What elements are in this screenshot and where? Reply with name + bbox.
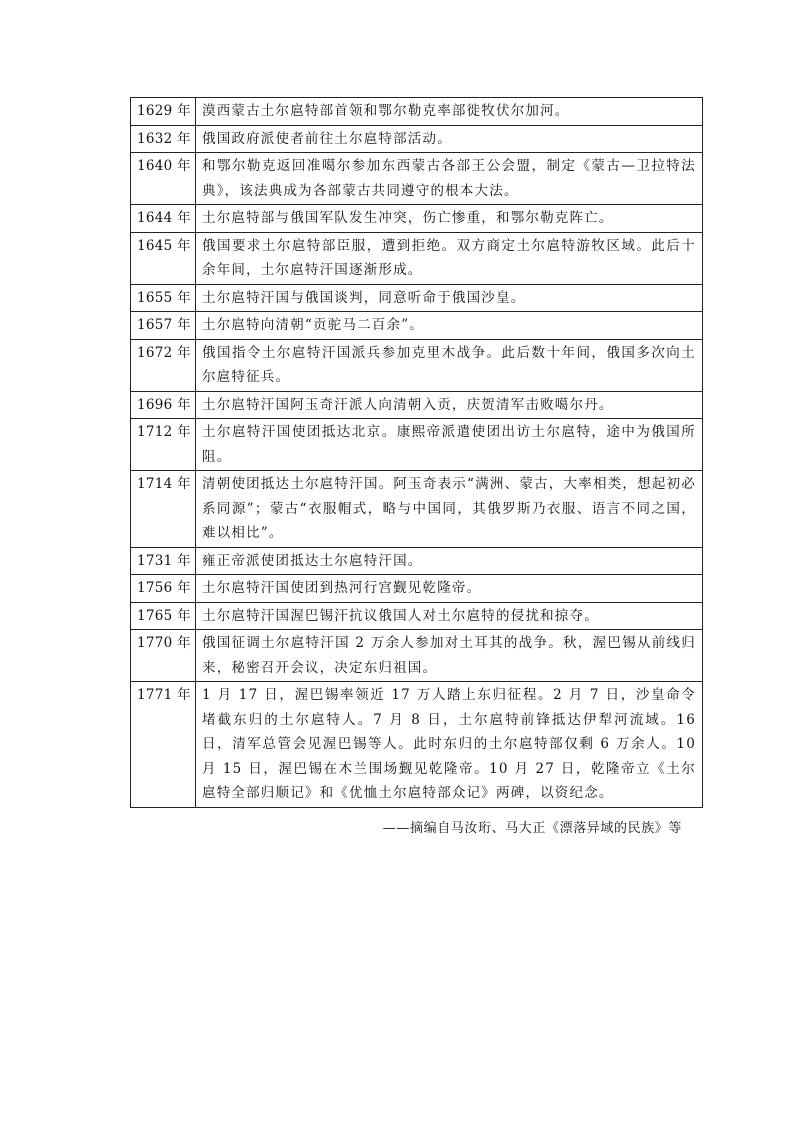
table-row [131, 232, 703, 284]
table-row [131, 391, 703, 419]
event-cell: 土尔扈特汗国使团抵达北京。康熙帝派遣使团出访土尔扈特，途中为俄国所阻。 [196, 419, 703, 471]
event-cell: 俄国指令土尔扈特汗国派兵参加克里木战争。此后数十年间，俄国多次向土尔扈特征兵。 [196, 339, 703, 391]
event-cell: 土尔扈特向清朝“贡驼马二百余”。 [196, 312, 703, 340]
table-row [131, 98, 703, 126]
year-cell: 1756 年 [131, 575, 196, 603]
year-cell: 1640 年 [131, 153, 196, 205]
table-row [131, 339, 703, 391]
table-row [131, 547, 703, 575]
year-cell: 1714 年 [131, 471, 196, 548]
table-row [131, 125, 703, 153]
event-cell: 清朝使团抵达土尔扈特汗国。阿玉奇表示“满洲、蒙古，大率相类，想起初必系同源”；蒙古“衣服帽式，略与中国同，其俄罗斯乃衣服、语言不同之国，难以相比”。 [196, 471, 703, 548]
source-citation: ——摘编自马汝珩、马大正《漂落异域的民族》等 [382, 821, 682, 836]
table-row [131, 575, 703, 603]
year-cell: 1644 年 [131, 205, 196, 233]
year-cell: 1632 年 [131, 125, 196, 153]
event-cell: 土尔扈特汗国与俄国谈判，同意听命于俄国沙皇。 [196, 284, 703, 312]
table-row [131, 682, 703, 808]
table-row [131, 284, 703, 312]
year-cell: 1765 年 [131, 602, 196, 630]
timeline-table [130, 97, 703, 808]
event-cell: 1 月 17 日，渥巴锡率领近 17 万人踏上东归征程。2 月 7 日，沙皇命令堵截东归的土尔扈特人。7 月 8 日，土尔扈特前锋抵达伊犁河流域。16 日，清军总管会见渥巴锡等人。此时东归的土尔扈特部仅剩 6 万余人。10 月 15 日，渥巴锡在木兰围场觐见乾隆帝。10 月 27 日，乾隆帝立《土尔扈特全部归顺记》和《优恤土尔扈特部众记》两碑，以资纪念。 [196, 682, 703, 808]
event-cell: 土尔扈特汗国阿玉奇汗派人向清朝入贡，庆贺清军击败噶尔丹。 [196, 391, 703, 419]
table-row [131, 419, 703, 471]
event-cell: 俄国征调土尔扈特汗国 2 万余人参加对土耳其的战争。秋，渥巴锡从前线归来，秘密召开会议，决定东归祖国。 [196, 630, 703, 682]
year-cell: 1657 年 [131, 312, 196, 340]
event-cell: 和鄂尔勒克返回准噶尔参加东西蒙古各部王公会盟，制定《蒙古—卫拉特法典》，该法典成为各部蒙古共同遵守的根本大法。 [196, 153, 703, 205]
year-cell: 1731 年 [131, 547, 196, 575]
table-row [131, 205, 703, 233]
event-cell: 土尔扈特汗国使团到热河行宫觐见乾隆帝。 [196, 575, 703, 603]
event-cell: 土尔扈特部与俄国军队发生冲突，伤亡惨重，和鄂尔勒克阵亡。 [196, 205, 703, 233]
table-row [131, 630, 703, 682]
table-row [131, 153, 703, 205]
year-cell: 1672 年 [131, 339, 196, 391]
table-row [131, 312, 703, 340]
year-cell: 1712 年 [131, 419, 196, 471]
event-cell: 漠西蒙古土尔扈特部首领和鄂尔勒克率部徙牧伏尔加河。 [196, 98, 703, 126]
year-cell: 1696 年 [131, 391, 196, 419]
event-cell: 俄国要求土尔扈特部臣服，遭到拒绝。双方商定土尔扈特游牧区域。此后十余年间，土尔扈特汗国逐渐形成。 [196, 232, 703, 284]
year-cell: 1771 年 [131, 682, 196, 808]
year-cell: 1770 年 [131, 630, 196, 682]
year-cell: 1655 年 [131, 284, 196, 312]
year-cell: 1645 年 [131, 232, 196, 284]
event-cell: 俄国政府派使者前往土尔扈特部活动。 [196, 125, 703, 153]
table-row [131, 602, 703, 630]
event-cell: 雍正帝派使团抵达土尔扈特汗国。 [196, 547, 703, 575]
year-cell: 1629 年 [131, 98, 196, 126]
event-cell: 土尔扈特汗国渥巴锡汗抗议俄国人对土尔扈特的侵扰和掠夺。 [196, 602, 703, 630]
table-row [131, 471, 703, 548]
